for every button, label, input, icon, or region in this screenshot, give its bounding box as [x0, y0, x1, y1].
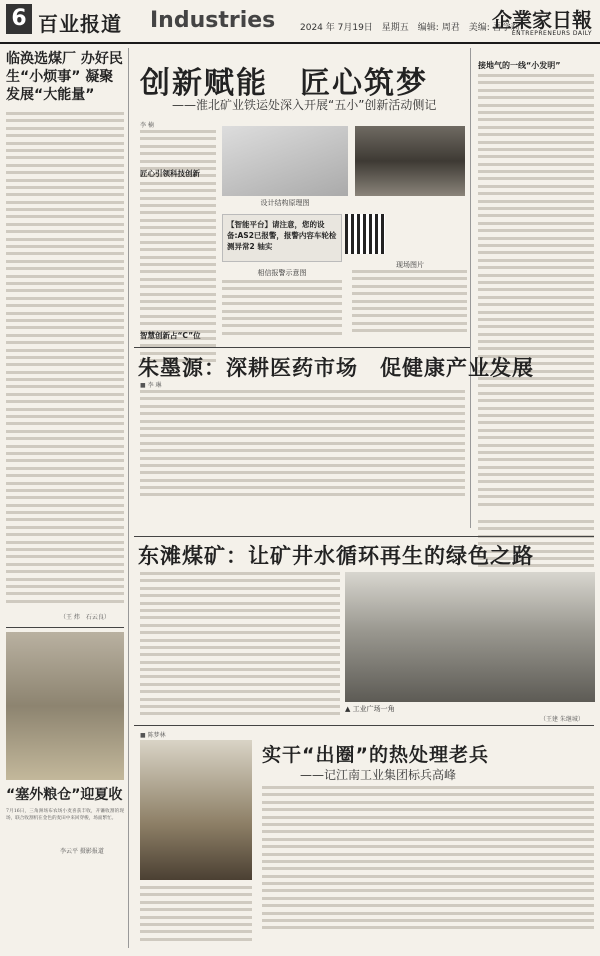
rail-photo [355, 126, 465, 196]
column-rule [128, 48, 129, 948]
divider [6, 627, 124, 628]
newspaper-logo-en: ENTREPRENEURS DAILY [511, 30, 592, 37]
diagram-caption-1: 设计结构原理图 [260, 199, 310, 207]
divider [134, 536, 594, 537]
worker-photo [140, 740, 252, 880]
feature-body-col3 [352, 270, 467, 340]
left-headline: 临涣选煤厂 办好民生“小烦事” 凝聚发展“大能量” [6, 51, 123, 103]
bottom-article-body [262, 786, 594, 946]
page-number: 6 [6, 4, 32, 34]
feature-subhead-2: 智慧创新占“C”位 [140, 331, 201, 340]
feature-body-col2 [222, 280, 342, 340]
divider [134, 725, 594, 726]
lower-article-body [140, 572, 340, 722]
rail-photo-caption: 现场图片 [396, 261, 424, 269]
industrial-plaza-photo [345, 572, 595, 702]
harvest-photo [6, 632, 124, 780]
page-header [0, 0, 600, 44]
right-headline: 接地气的一线“小发明” [478, 61, 561, 70]
left-author: （王 炜 石云良） [60, 614, 110, 621]
diagram-image-1 [222, 126, 348, 196]
lower-photo-caption: ▲ 工业广场一角 [345, 705, 395, 713]
lower-author: （王建 朱继城） [540, 716, 584, 723]
feature-subtitle: ——淮北矿业铁运处深入开展“五小”创新活动侧记 [172, 98, 437, 112]
alert-message-box: 【智能平台】请注意，您的设备:AS2已报警，报警内容车轮检测异常2 轴实 [222, 214, 342, 262]
newspaper-logo: 企業家日報 [492, 8, 592, 32]
bottom-author: ■ 陈梦林 [140, 732, 166, 739]
feature-subhead-1: 匠心引领科技创新 [140, 169, 200, 178]
harvest-caption: 7月16日，三角洲场布农场小麦喜获丰收，开镰收割的现场，联合收割机在金色的麦田中来回穿梭，场面繁忙。 [6, 809, 124, 822]
bottom-subtitle: ——记江南工业集团标兵高峰 [300, 768, 457, 782]
right-article-body [478, 74, 594, 514]
feature-title: 创新赋能 匠心筑梦 [140, 66, 428, 101]
bottom-headline: 实干“出圈”的热处理老兵 [262, 744, 489, 766]
feature-author: 李 楠 [140, 122, 154, 129]
harvest-credit: 李云平 摄影报道 [60, 848, 104, 855]
column-rule [470, 48, 471, 528]
qr-code-icon [345, 214, 385, 254]
middle-author: ■ 李 琳 [140, 382, 162, 389]
lower-headline: 东滩煤矿：让矿井水循环再生的绿色之路 [138, 544, 534, 568]
section-title: 百业报道 [38, 12, 122, 36]
section-title-en: Industries [150, 8, 276, 33]
middle-article-body [140, 390, 465, 500]
middle-headline: 朱墨源：深耕医药市场 促健康产业发展 [138, 356, 534, 380]
issue-date: 2024 年 7月19日 星期五 编辑: 周君 美编: 吾学莉 [300, 23, 520, 33]
diagram-caption-2: 相信报警示意图 [257, 269, 307, 277]
bottom-article-body-cont [140, 886, 252, 946]
left-article-body [6, 112, 124, 612]
harvest-headline: “塞外粮仓”迎夏收 [6, 787, 123, 803]
divider [134, 347, 470, 348]
